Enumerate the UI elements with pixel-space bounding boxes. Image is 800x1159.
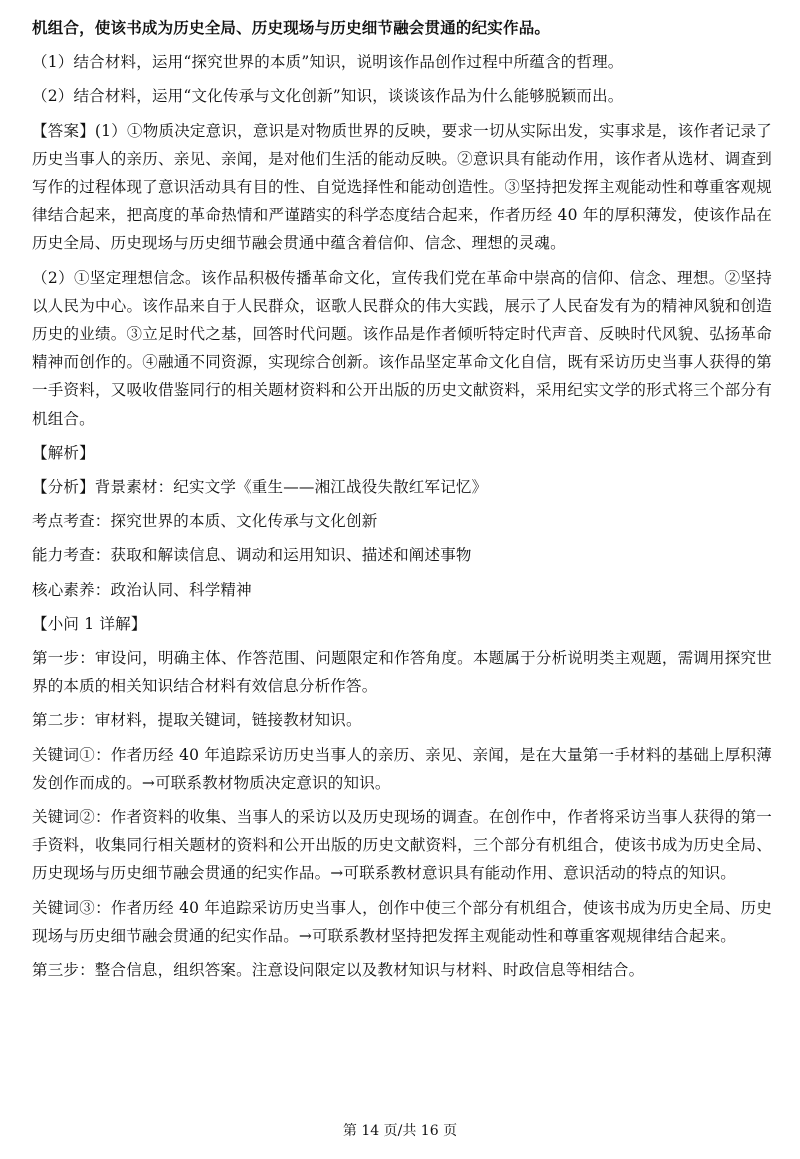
- step-2: 第二步：审材料，提取关键词，链接教材知识。: [32, 711, 362, 730]
- subquestion-1-heading: 【小问 1 详解】: [32, 614, 147, 633]
- keyword-3: 关键词③：作者历经 40 年追踪采访历史当事人，创作中使三个部分有机组合，使该书成为历史全局、历史现场与历史细节融会贯通的纪实作品。→可联系教材坚持把发挥主观能动性和尊重客观规律结合起来。: [32, 898, 772, 945]
- question-1: （1）结合材料，运用“探究世界的本质”知识，说明该作品创作过程中所蕴含的哲理。: [32, 53, 624, 72]
- keyword-1: 关键词①：作者历经 40 年追踪采访历史当事人的亲历、亲见、亲闻，是在大量第一手材料的基础上厚积薄发创作而成的。→可联系教材物质决定意识的知识。: [32, 745, 772, 792]
- analysis-abilities: 能力考查：获取和解读信息、调动和运用知识、描述和阐述事物: [32, 546, 472, 565]
- analysis-background: 【分析】背景素材：纪实文学《重生——湘江战役失散红军记忆》: [32, 478, 488, 497]
- answer-part-2: （2）①坚定理想信念。该作品积极传播革命文化，宣传我们党在革命中崇高的信仰、信念、理想。②坚持以人民为中心。该作品来自于人民群众，讴歌人民群众的伟大实践，展示了人民奋发有为的精神风貌和创造历史的业绩。③立足时代之基，回答时代问题。该作品是作者倾听特定时代声音、反映时代风貌、弘扬革命精神而创作的。④融通不同资源，实现综合创新。该作品坚定革命文化自信，既有采访历史当事人获得的第一手资料，又吸收借鉴同行的相关题材资料和公开出版的历史文献资料，采用纪实文学的形式将三个部分有机组合。: [32, 268, 772, 428]
- question-2: （2）结合材料，运用“文化传承与文化创新”知识，谈谈该作品为什么能够脱颖而出。: [32, 87, 624, 106]
- analysis-heading: 【解析】: [32, 443, 95, 462]
- document-body: [32, 14, 772, 990]
- analysis-core-literacy: 核心素养：政治认同、科学精神: [32, 580, 252, 599]
- analysis-knowledge-points: 考点考查：探究世界的本质、文化传承与文化创新: [32, 512, 378, 531]
- step-3: 第三步：整合信息，组织答案。注意设问限定以及教材知识与材料、时政信息等相结合。: [32, 961, 645, 980]
- paragraph-continuation: 机组合，使该书成为历史全局、历史现场与历史细节融会贯通的纪实作品。: [32, 18, 551, 37]
- step-1: 第一步：审设问，明确主体、作答范围、问题限定和作答角度。本题属于分析说明类主观题，需调用探究世界的本质的相关知识结合材料有效信息分析作答。: [32, 649, 772, 696]
- page-number: 第 14 页/共 16 页: [342, 1123, 458, 1139]
- answer-part-1: 【答案】(1）①物质决定意识，意识是对物质世界的反映，要求一切从实际出发，实事求是，该作者记录了历史当事人的亲历、亲见、亲闻，是对他们生活的能动反映。②意识具有能动作用，该作者从选材、调查到写作的过程体现了意识活动具有目的性、自觉选择性和能动创造性。③坚持把发挥主观能动性和尊重客观规律结合起来，把高度的革命热情和严谨踏实的科学态度结合起来，作者历经 40 年的厚积薄发，使该作品在历史全局、历史现场与历史细节融会贯通中蕴含着信仰、信念、理想的灵魂。: [32, 121, 772, 253]
- keyword-2: 关键词②：作者资料的收集、当事人的采访以及历史现场的调查。在创作中，作者将采访当事人获得的第一手资料，收集同行相关题材的资料和公开出版的历史文献资料，三个部分有机组合，使该书成为历史全局、历史现场与历史细节融会贯通的纪实作品。→可联系教材意识具有能动作用、意识活动的特点的知识。: [32, 808, 772, 883]
